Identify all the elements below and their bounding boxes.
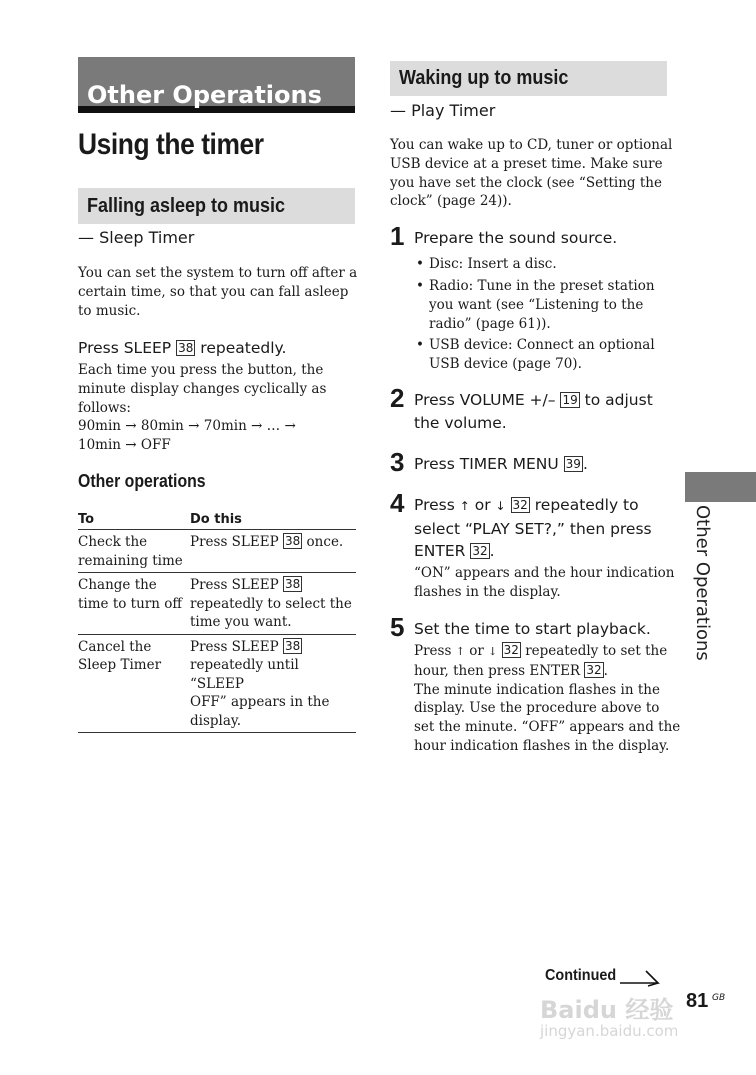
bullet-radio: • Radio: Tune in the preset station you want (see “Listening to the radio” (page 61)). — [416, 278, 655, 332]
bullet-disc: • Disc: Insert a disc. — [416, 256, 557, 272]
bullet-usb: • USB device: Connect an optional USB device (page 70). — [416, 337, 655, 372]
table-row: Change the time to turn off Press SLEEP 38 repeatedly to select the time you want. — [78, 573, 356, 635]
col-header-to: To — [78, 510, 190, 530]
watermark-logo: Baidu 经验 — [540, 996, 674, 1024]
waking-intro: You can wake up to CD, tuner or optional USB device at a preset time. Make sure you have set the clock (see “Setting the clock” (page 24)). — [390, 137, 673, 210]
cycle-description: Each time you press the button, the minute display changes cyclically as follows: 90min → 80min → 70min → … → 10min → OFF — [78, 362, 327, 454]
page-number: 81 — [686, 990, 709, 1012]
up-arrow-icon: ↑ — [459, 499, 470, 513]
continued-arrow-icon — [618, 966, 666, 988]
step-2-text: Press VOLUME +/– 19 to adjust the volume. — [414, 391, 653, 432]
play-timer-subtitle: — Play Timer — [390, 101, 496, 120]
falling-asleep-heading: Falling asleep to music — [78, 188, 355, 224]
step-3-number: 3 — [390, 447, 405, 477]
continued-label: Continued — [545, 967, 617, 984]
falling-intro: You can set the system to turn off after a certain time, so that you can fall asleep to music. — [78, 265, 358, 319]
sleep-timer-subtitle: — Sleep Timer — [78, 228, 195, 247]
table-row: Cancel the Sleep Timer Press SLEEP 38 repeatedly until “SLEEP OFF” appears in the display. — [78, 634, 356, 733]
watermark-url: jingyan.baidu.com — [540, 1022, 679, 1040]
other-operations-heading: Other operations — [78, 471, 206, 491]
section-banner-label: Other Operations — [87, 81, 322, 109]
step-2-number: 2 — [390, 383, 405, 413]
page-title: Using the timer — [78, 128, 264, 161]
col-header-do-this: Do this — [190, 510, 356, 530]
waking-up-heading: Waking up to music — [390, 61, 667, 96]
page-suffix: GB — [712, 993, 726, 1003]
press-sleep-instruction: Press SLEEP 38 repeatedly. — [78, 339, 287, 357]
step-5-number: 5 — [390, 612, 405, 642]
section-banner — [78, 57, 355, 113]
step-5-text: Set the time to start playback. — [414, 620, 651, 638]
table-header-row — [78, 510, 356, 530]
step-4-note: “ON” appears and the hour indication flashes in the display. — [414, 565, 675, 600]
step-4-number: 4 — [390, 488, 405, 518]
side-tab-marker — [685, 472, 756, 502]
button-number-38: 38 — [178, 341, 194, 355]
step-1-text: Prepare the sound source. — [414, 229, 618, 247]
step-5-detail: Press ↑ or ↓ 32 repeatedly to set the hour, then press ENTER 32 . The minute indication flashes in the display. Use the procedure above to set the minute. “OFF” appears and the hour indication flashes in the display. — [414, 643, 681, 754]
step-1-number: 1 — [390, 221, 405, 251]
cycle-sequence-2: 10min → OFF — [78, 437, 171, 454]
up-arrow-icon: ↑ — [455, 645, 465, 658]
down-arrow-icon: ↓ — [488, 645, 498, 658]
down-arrow-icon: ↓ — [495, 499, 506, 513]
step-4-text: Press ↑ or ↓ 32 repeatedly to select “PLAY SET?,” then press ENTER 32 . — [414, 496, 652, 560]
cycle-sequence-1: 90min → 80min → 70min → … → — [78, 418, 296, 435]
side-section-label: Other Operations — [692, 505, 713, 661]
table-row: Check the remaining time Press SLEEP 38 once. — [78, 530, 356, 573]
step-3-text: Press TIMER MENU 39 . — [414, 455, 588, 473]
operations-table — [78, 510, 356, 733]
